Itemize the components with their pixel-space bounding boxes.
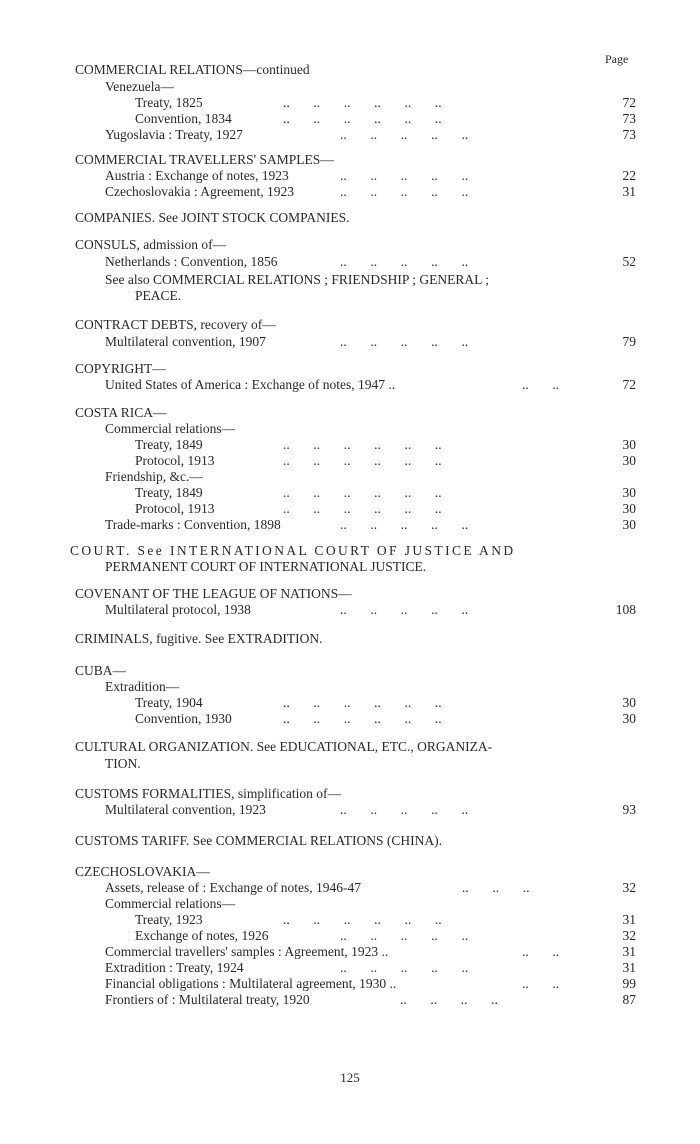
index-entry: Netherlands : Convention, 1856 .. .. .. .. .. 52 xyxy=(105,254,636,269)
index-entry: United States of America : Exchange of notes, 1947 .. .. .. 72 xyxy=(105,377,636,392)
index-entry: Trade-marks : Convention, 1898 .. .. .. .. .. 30 xyxy=(105,517,636,532)
index-entry: Multilateral convention, 1907 .. .. .. .. .. 79 xyxy=(105,334,636,349)
page-number: 125 xyxy=(340,1070,360,1085)
index-entry: Treaty, 1923 .. .. .. .. .. .. 31 xyxy=(135,912,636,927)
index-entry: Extradition : Treaty, 1924 .. .. .. .. .. 31 xyxy=(105,960,636,975)
index-entry: Convention, 1834 .. .. .. .. .. .. 73 xyxy=(135,111,636,126)
index-entry: Treaty, 1904 .. .. .. .. .. .. 30 xyxy=(135,695,636,710)
index-entry: Treaty, 1849 .. .. .. .. .. .. 30 xyxy=(135,485,636,500)
index-entry: Czechoslovakia : Agreement, 1923 .. .. .. .. .. 31 xyxy=(105,184,636,199)
index-entry: Frontiers of : Multilateral treaty, 1920 .. .. .. .. 87 xyxy=(105,992,636,1007)
index-entry: Exchange of notes, 1926 .. .. .. .. .. 32 xyxy=(135,928,636,943)
page-column-header: Page xyxy=(605,52,629,66)
index-entry: Commercial travellers' samples : Agreement, 1923 .. .. .. 31 xyxy=(105,944,636,959)
index-entry: Protocol, 1913 .. .. .. .. .. .. 30 xyxy=(135,501,636,516)
index-entry: Financial obligations : Multilateral agreement, 1930 .. .. .. 99 xyxy=(105,976,636,991)
index-entry: Convention, 1930 .. .. .. .. .. .. 30 xyxy=(135,711,636,726)
index-entry: Treaty, 1825 .. .. .. .. .. .. 72 xyxy=(135,95,636,110)
index-entry: Protocol, 1913 .. .. .. .. .. .. 30 xyxy=(135,453,636,468)
index-page: Page COMMERCIAL RELATIONS—continued Venezuela— Treaty, 1825 .. .. .. .. .. .. 72 Convention, 1834 .. .. .. .. .. .. 73 Yugoslavia : Treaty, 1927 .. .. .. .. .. 73 COMMERCIAL TRAVELLERS' SAMPLES— Austria : Exchange of notes, 1923 .. .. .. .. .. 22 Czechoslovakia : Agreement, 1923 .. .. .. .. .. 31 COMPANIES. See JOINT STOCK COMPANIES. CONSULS, admission of— Netherlands : Convention, 1856 .. .. .. .. .. 52 See also COMMERCIAL RELATIONS ; FRIENDSHIP ; GENERAL ; PEACE. CONTRACT DEBTS, recovery of— Multilateral convention, 1907 .. .. .. .. .. 79 COPYRIGHT— United States of America : Exchange of notes, 1947 .. .. .. 72 COSTA RICA— Commercial relations— Treaty, 1849 .. .. .. .. .. .. 30 Protocol, 1913 .. .. .. .. .. .. 30 Friendship, &c.— Treaty, 1849 .. .. .. .. .. .. 30 Protocol, 1913 .. .. .. .. .. .. 30 Trade-marks : Convention, 1898 .. .. .. .. .. 30 COURT. See INTERNATIONAL COURT OF JUSTICE AND PERMANENT COURT OF INTERNATIONAL JUSTICE. COVENANT OF THE LEAGUE OF NATIONS— Multilateral protocol, 1938 .. .. .. .. .. 108 CRIMINALS, fugitive. See EXTRADITION. CUBA— Extradition— Treaty, 1904 .. .. .. .. .. .. 30 Convention, 1930 .. .. .. .. .. .. 30 CULTURAL ORGANIZATION. See EDUCATIONAL, ETC., ORGANIZA- TION. CUSTOMS FORMALITIES, simplification of— Multilateral convention, 1923 .. .. .. .. .. 93 CUSTOMS TARIFF. See COMMERCIAL RELATIONS (CHINA). CZECHOSLOVAKIA— Assets, release of : Exchange of notes, 1946-47 .. .. .. 32 Commercial relations— Treaty, 1923 .. .. .. .. .. .. 31 Exchange of notes, 1926 .. .. .. .. .. 32 Commercial travellers' samples : Agreement, 1923 .. .. .. 31 Extradition : Treaty, 1924 .. .. .. .. .. 31 Financial obligations : Multilateral agreement, 1930 .. .. .. 99 Frontiers of : Multilateral treaty, 1920 .. .. .. .. 87 125 xyxy=(0,0,700,1144)
index-entry: Assets, release of : Exchange of notes, 1946-47 .. .. .. 32 xyxy=(105,880,636,895)
index-entry: Yugoslavia : Treaty, 1927 .. .. .. .. .. 73 xyxy=(105,127,636,142)
index-entry: Austria : Exchange of notes, 1923 .. .. .. .. .. 22 xyxy=(105,168,636,183)
index-entry: Multilateral protocol, 1938 .. .. .. .. .. 108 xyxy=(105,602,636,617)
index-entry: Multilateral convention, 1923 .. .. .. .. .. 93 xyxy=(105,802,636,817)
index-entry: Treaty, 1849 .. .. .. .. .. .. 30 xyxy=(135,437,636,452)
